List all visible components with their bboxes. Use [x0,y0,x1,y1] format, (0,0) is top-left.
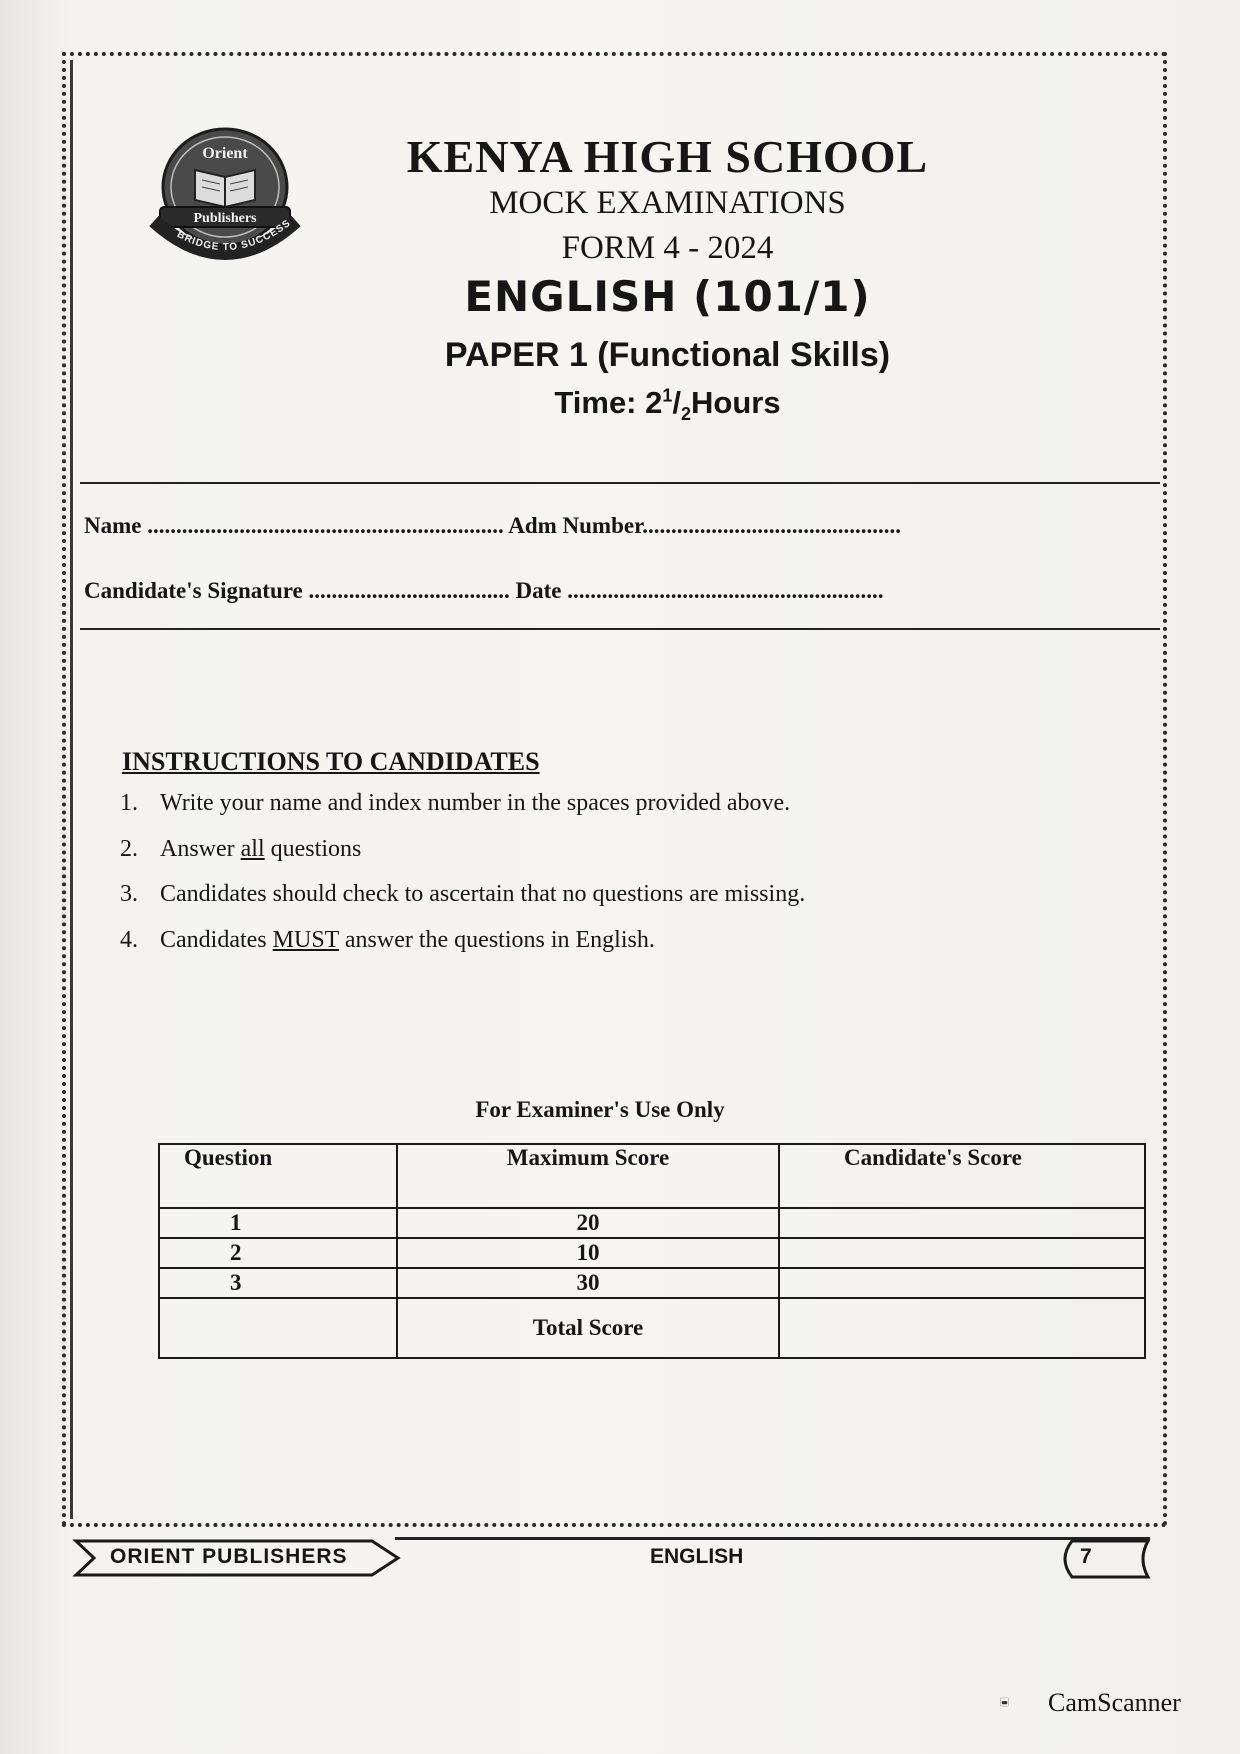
footer-publisher: ORIENT PUBLISHERS [110,1545,348,1568]
logo-line1: Orient [202,145,248,162]
instruction-text-post: questions [264,835,362,862]
footer-rule [395,1537,1150,1540]
footer-subject: ENGLISH [650,1545,744,1568]
header-max-score: Maximum Score [397,1144,779,1208]
camscanner-icon [1000,1682,1045,1722]
instruction-emphasis: all [240,835,265,862]
signature-label: Candidate's Signature [84,578,303,603]
table-row [159,1208,1145,1238]
instruction-item [120,836,805,882]
logo-line2: Publishers [193,211,257,226]
instruction-number: 4. [120,926,138,953]
date-field[interactable]: ....................................................... [567,578,884,603]
signature-row [84,578,1154,604]
name-row [84,513,1154,539]
instruction-text-pre: Answer [160,835,241,862]
time-label: Time: 2 [554,385,663,420]
time-unit: Hours [691,385,781,420]
instruction-number: 1. [120,790,138,816]
paper-title: PAPER 1 (Functional Skills) [444,336,891,374]
question-number: 1 [159,1208,397,1238]
school-name: KENYA HIGH SCHOOL [406,131,929,182]
instruction-emphasis: MUST [272,926,339,953]
total-score-cell[interactable] [779,1298,1145,1358]
orient-publishers-logo [140,125,310,270]
logo-tagline: BRIDGE TO SUCCESS [175,217,294,254]
header-question: Question [159,1144,397,1208]
instruction-text: Candidates should check to ascertain that no questions are missing. [160,881,806,907]
exam-time: Time: $2^1/_2Hours$ [554,385,781,425]
name-field[interactable]: .............................................................. [147,513,504,538]
header-candidate-score: Candidate's Score [779,1144,1145,1208]
fields-divider [80,628,1160,630]
footer-page-banner [1042,1537,1162,1581]
instruction-text [160,836,361,882]
instruction-item [120,790,805,836]
time-fraction-denominator: 2 [681,404,692,425]
name-label: Name [84,513,142,538]
adm-number-field[interactable]: ............................................. [642,513,901,538]
total-blank-cell [159,1298,397,1358]
instruction-text [160,927,655,973]
instruction-number: 2. [120,835,138,862]
signature-field[interactable]: ................................... [308,578,510,603]
examiner-use-title: For Examiner's Use Only [475,1097,725,1122]
table-row [159,1238,1145,1268]
instruction-text-post: answer the questions in English. [338,926,655,953]
form-year: FORM 4 - 2024 [561,230,774,266]
instruction-number: 3. [120,881,138,907]
camscanner-label: CamScanner [1048,1688,1181,1717]
score-table [158,1143,1146,1359]
adm-number-label: Adm Number [508,513,643,538]
question-number: 3 [159,1268,397,1298]
max-score: 20 [397,1208,779,1238]
candidate-score-cell[interactable] [779,1238,1145,1268]
table-row [159,1268,1145,1298]
subject-title: ENGLISH (101/1) [464,272,871,321]
max-score: 10 [397,1238,779,1268]
date-label: Date [515,578,562,603]
question-number: 2 [159,1238,397,1268]
max-score: 30 [397,1268,779,1298]
header-divider [80,482,1160,484]
instructions-list [120,790,805,972]
instruction-text-pre: Candidates [160,926,273,953]
instruction-text: Write your name and index number in the spaces provided above. [160,790,791,816]
score-table-header [159,1144,1145,1208]
page-number: 7 [1080,1545,1092,1568]
time-fraction-numerator: 1 [662,385,673,406]
instruction-item [120,927,805,973]
exam-name: MOCK EXAMINATIONS [489,185,846,221]
candidate-score-cell[interactable] [779,1208,1145,1238]
total-score-label: Total Score [397,1298,779,1358]
instructions-title: INSTRUCTIONS TO CANDIDATES [122,747,540,776]
total-row [159,1298,1145,1358]
instruction-item [120,881,805,927]
candidate-score-cell[interactable] [779,1268,1145,1298]
